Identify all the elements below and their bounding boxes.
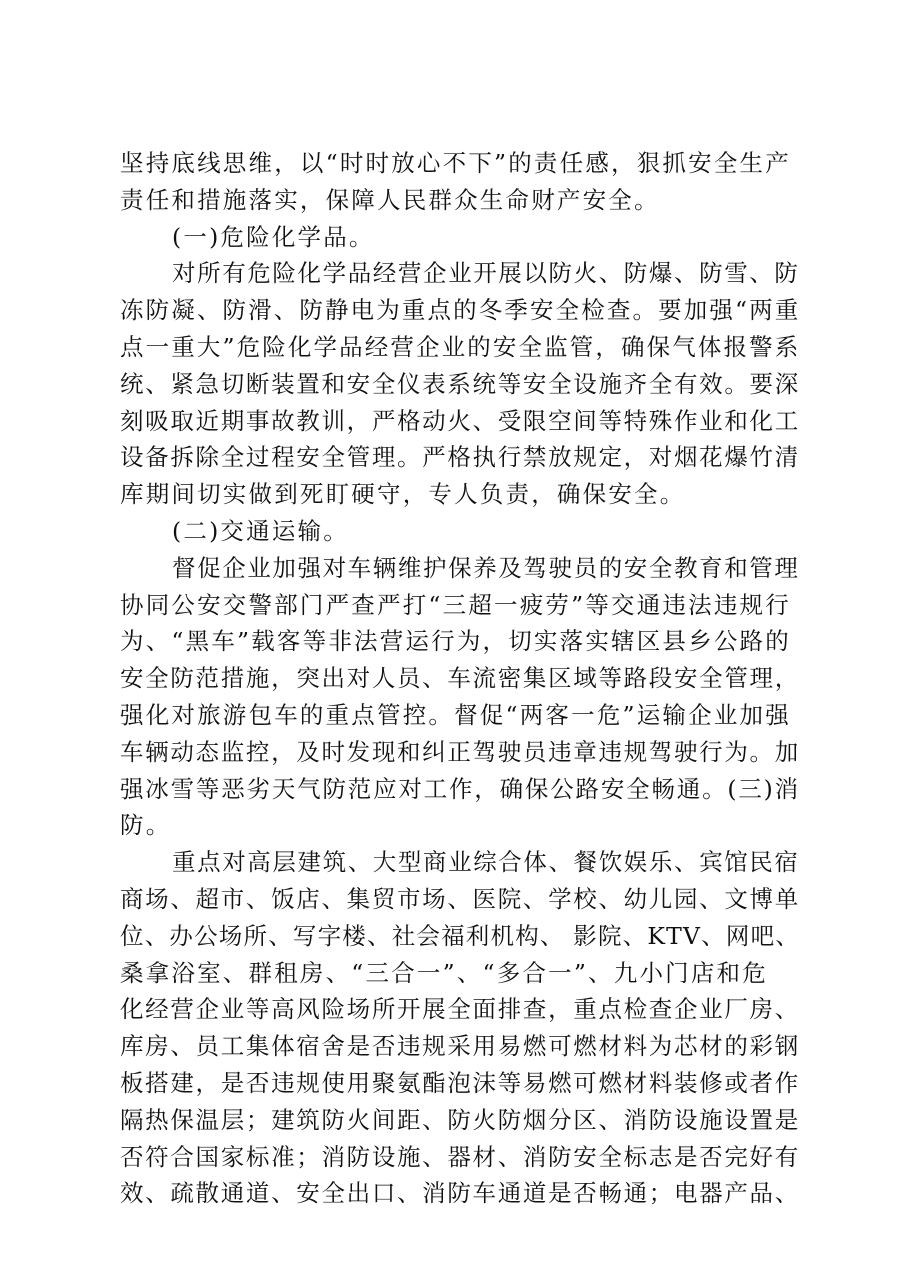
text-line: 重点对高层建筑、大型商业综合体、餐饮娱乐、宾馆民宿 (172, 848, 800, 877)
text-line: 效、疏散通道、安全出口、消防车通道是否畅通；电器产品、 (120, 1179, 800, 1208)
text-line: 防。 (120, 811, 172, 840)
text-line: 坚持底线思维，以“时时放心不下”的责任感，狠抓安全生产 (120, 149, 791, 177)
text-line: 化经营企业等高风险场所开展全面排查，重点检查企业厂房、 (120, 995, 800, 1024)
text-line: 安全防范措施，突出对人员、车流密集区域等路段安全管理， (120, 664, 800, 693)
text-line: 为、“黑车”载客等非法营运行为，切实落实辖区县乡公路的 (120, 627, 791, 656)
text-line: 商场、超市、饭店、集贸市场、医院、学校、幼儿园、文博单 (120, 884, 800, 913)
text-line: 强冰雪等恶劣天气防范应对工作，确保公路安全畅通。(三)消 (120, 774, 800, 803)
text-line: 冻防凝、防滑、防静电为重点的冬季安全检查。要加强“两重 (120, 296, 801, 325)
text-line: 库房、员工集体宿舍是否违规采用易燃可燃材料为芯材的彩钢 (120, 1032, 800, 1061)
text-line: 点一重大”危险化学品经营企业的安全监管，确保气体报警系 (120, 332, 801, 361)
text-line: 车辆动态监控，及时发现和纠正驾驶员违章违规驾驶行为。加 (120, 737, 800, 766)
text-line: 督促企业加强对车辆维护保养及驾驶员的安全教育和管理 (172, 553, 800, 582)
text-line: (二)交通运输。 (172, 516, 349, 545)
text-line: 隔热保温层；建筑防火间距、防火防烟分区、消防设施设置是 (120, 1105, 800, 1134)
text-line: (一)危险化学品。 (172, 222, 375, 251)
text-line: 责任和措施落实，保障人民群众生命财产安全。 (120, 185, 660, 214)
text-line: 强化对旅游包车的重点管控。督促“两客一危”运输企业加强 (120, 700, 791, 729)
text-line: 协同公安交警部门严查严打“三超一疲劳”等交通违法违规行 (120, 590, 791, 619)
text-line: 设备拆除全过程安全管理。严格执行禁放规定，对烟花爆竹清 (120, 443, 800, 472)
text-line: 桑拿浴室、群租房、“三合一”、“多合一”、九小门店和危 (120, 958, 768, 987)
text-line: 位、办公场所、写字楼、社会福利机构、 影院、KTV、网吧、 (120, 921, 800, 950)
text-line: 板搭建，是否违规使用聚氨酯泡沫等易燃可燃材料装修或者作 (120, 1068, 800, 1097)
document-body (120, 145, 800, 1212)
text-line: 刻吸取近期事故教训，严格动火、受限空间等特殊作业和化工 (120, 406, 800, 435)
text-line: 否符合国家标准；消防设施、器材、消防安全标志是否完好有 (120, 1142, 800, 1171)
text-line: 统、紧急切断装置和安全仪表系统等安全设施齐全有效。要深 (120, 369, 800, 398)
text-line: 对所有危险化学品经营企业开展以防火、防爆、防雪、防 (172, 259, 800, 288)
text-line: 库期间切实做到死盯硬守，专人负责，确保安全。 (120, 480, 686, 509)
